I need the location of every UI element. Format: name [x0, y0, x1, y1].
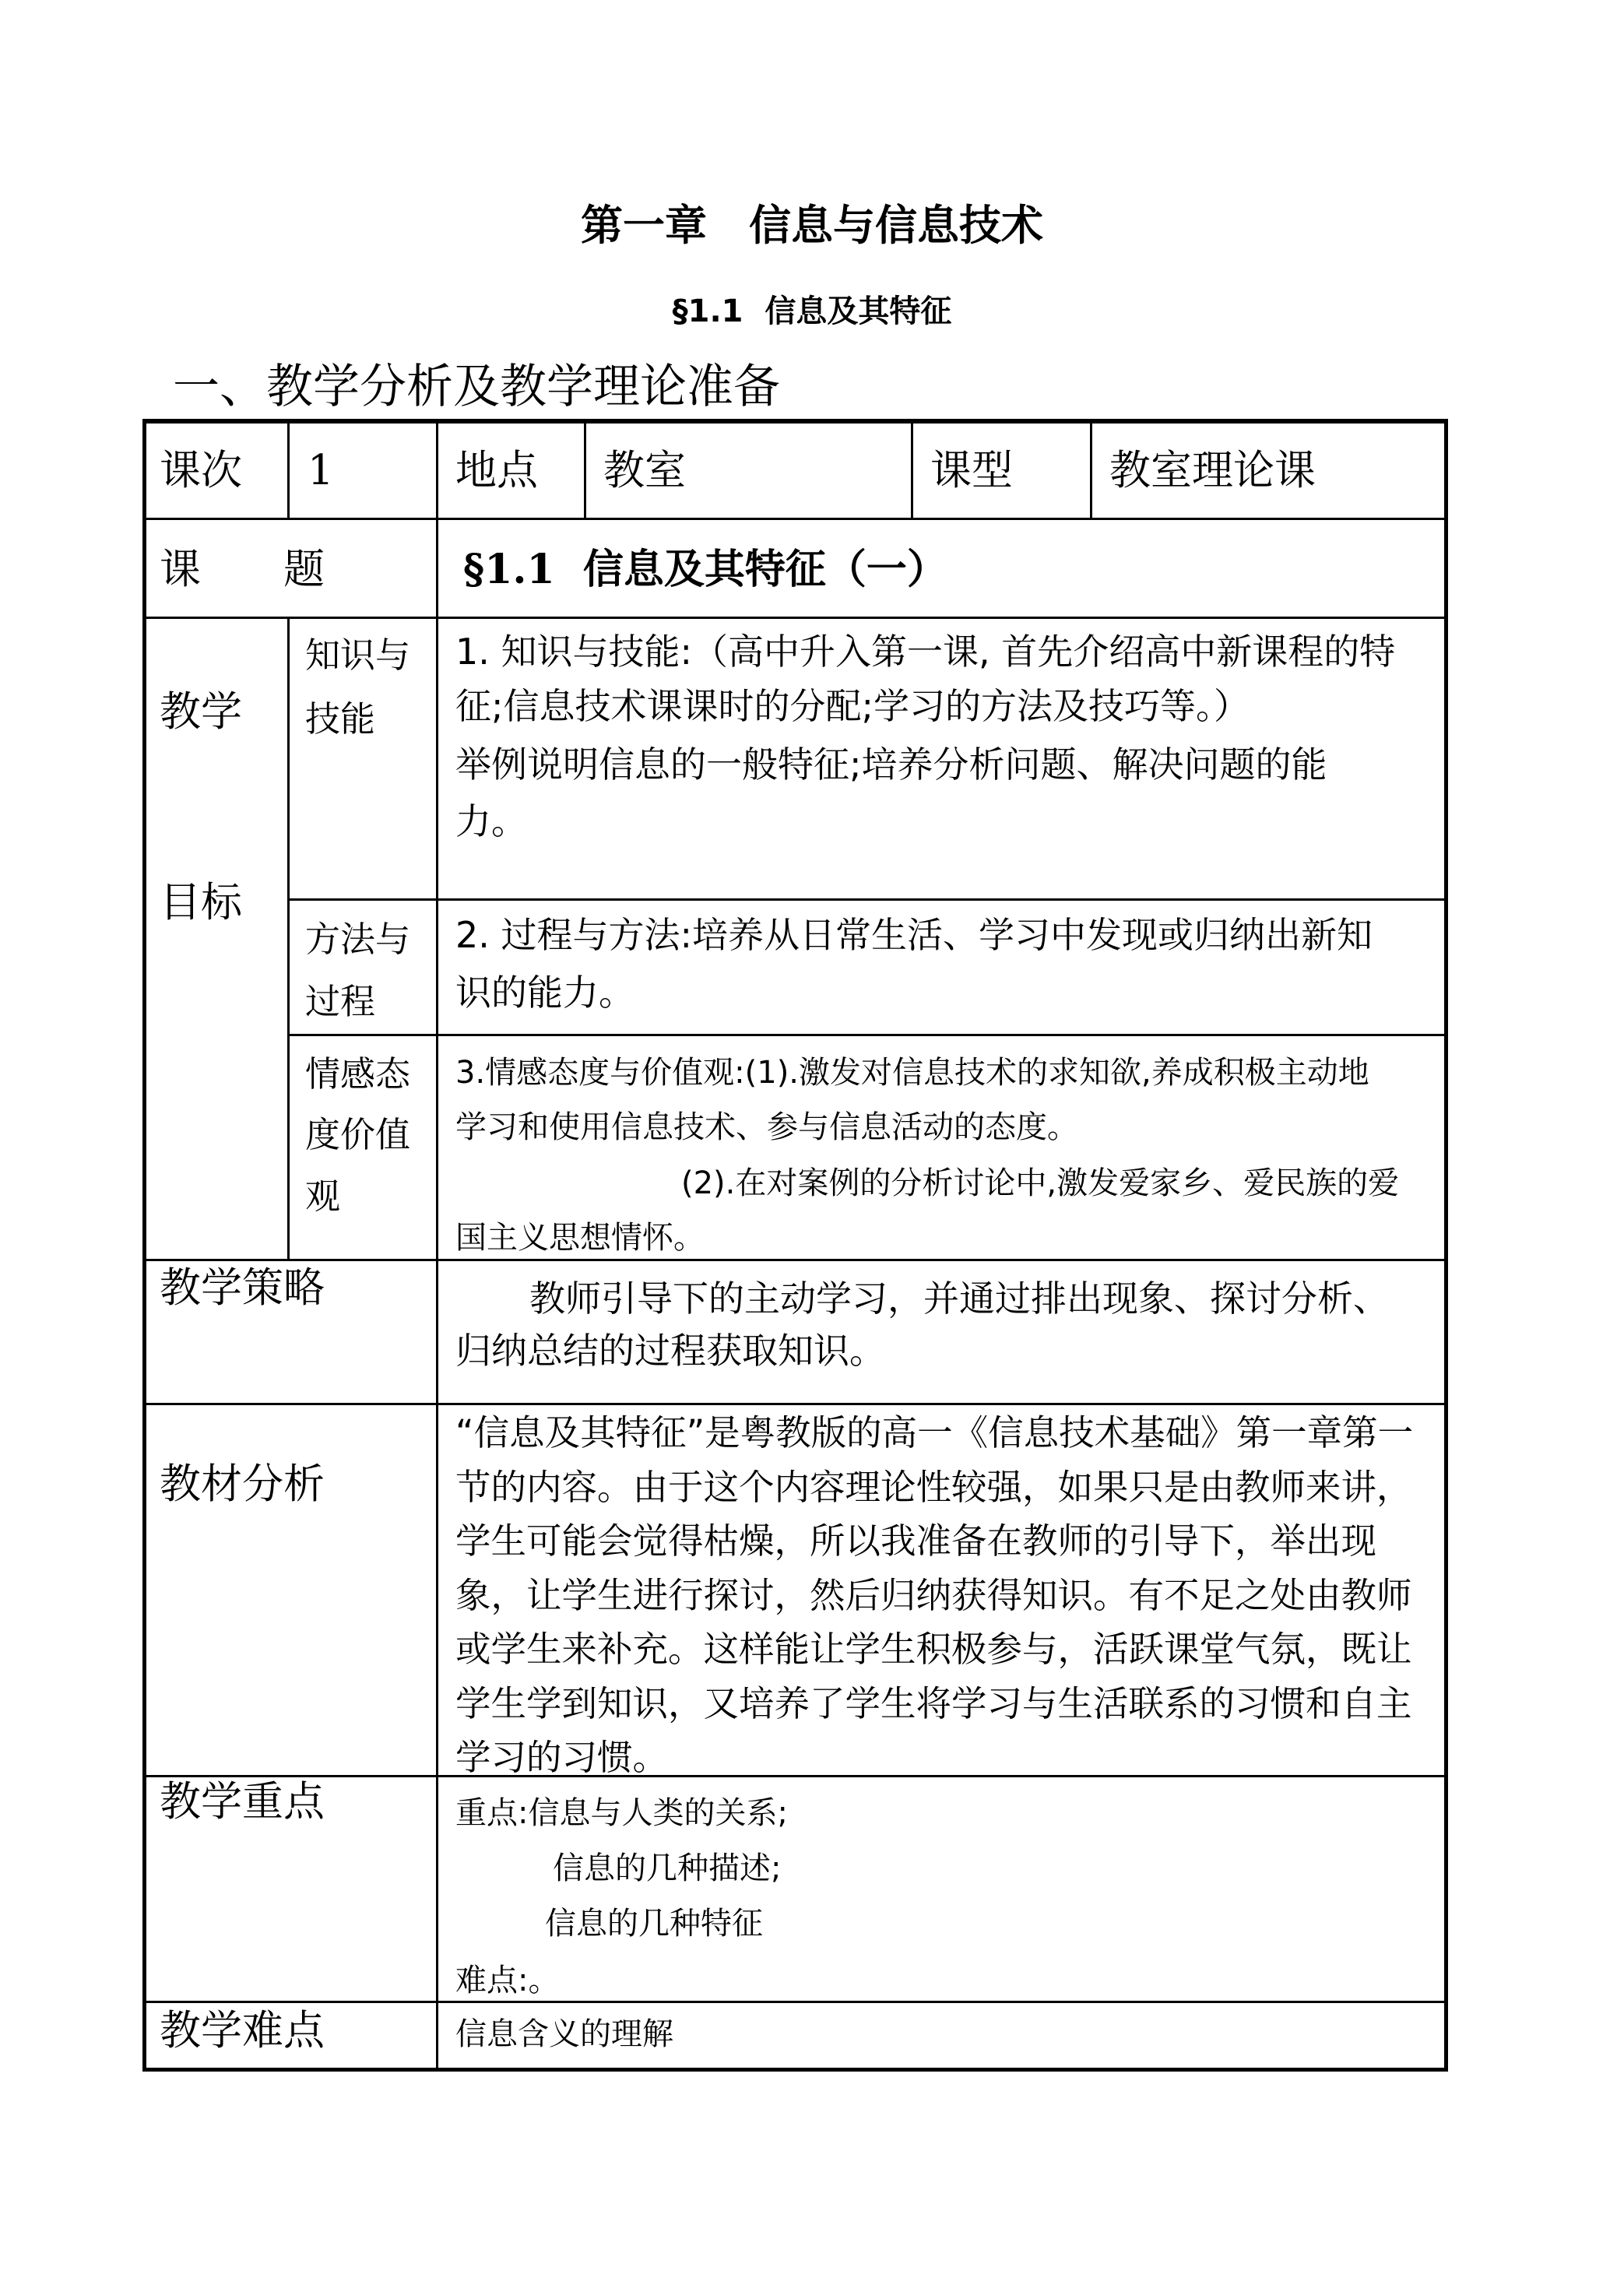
strategy-label: 教学策略: [160, 1264, 325, 1312]
topic-label: 课 题: [160, 546, 325, 593]
knowledge-text-line4: 力。: [455, 800, 527, 842]
method-text-line1: 2. 过程与方法:培养从日常生活、学习中发现或归纳出新知: [455, 914, 1373, 956]
key-points-label: 教学重点: [160, 1778, 325, 1826]
chapter-title: 第一章 信息与信息技术: [581, 201, 1043, 250]
location-value: 教室: [603, 447, 686, 494]
knowledge-text-line3: 举例说明信息的一般特征;培养分析问题、解决问题的能: [455, 743, 1327, 786]
difficulties-value: 信息含义的理解: [455, 2016, 673, 2052]
column-divider: [584, 419, 586, 520]
column-divider: [1090, 419, 1092, 520]
row-divider: [142, 1259, 1448, 1261]
knowledge-label-line1: 知识与: [305, 634, 411, 676]
table-border-left: [142, 419, 146, 2072]
key-points-line2: 信息的几种描述;: [553, 1850, 782, 1886]
section-title: §1.1 信息及其特征: [672, 293, 952, 329]
column-divider: [436, 419, 438, 2072]
row-divider: [142, 2001, 1448, 2003]
topic-value: §1.1 信息及其特征（一）: [463, 546, 947, 593]
emotion-text-line2: 学习和使用信息技术、参与信息活动的态度。: [455, 1109, 1078, 1145]
objectives-label-top: 教学: [160, 688, 242, 736]
table-border-bottom: [142, 2068, 1448, 2072]
strategy-text-line2: 归纳总结的过程获取知识。: [455, 1330, 885, 1372]
emotion-label-line1: 情感态: [305, 1053, 411, 1095]
column-divider: [911, 419, 913, 520]
key-points-line1: 重点:信息与人类的关系;: [455, 1795, 788, 1831]
knowledge-label-line2: 技能: [305, 698, 376, 740]
type-value: 教室理论课: [1109, 447, 1316, 494]
row-divider: [142, 617, 1448, 619]
objectives-label-bottom: 目标: [160, 879, 242, 926]
table-border-right: [1444, 419, 1448, 2072]
emotion-text-line3: (2).在对案例的分析讨论中,激发爱家乡、爱民族的爱: [681, 1165, 1400, 1201]
emotion-label-line3: 观: [305, 1176, 341, 1217]
material-label: 教材分析: [160, 1460, 325, 1508]
part-heading: 一、教学分析及教学理论准备: [173, 360, 780, 414]
lesson-no-label: 课次: [160, 447, 242, 494]
method-label-line1: 方法与: [305, 919, 411, 960]
row-divider: [142, 518, 1448, 520]
emotion-text-line1: 3.情感态度与价值观:(1).激发对信息技术的求知欲,养成积极主动地: [455, 1055, 1369, 1091]
key-points-line3: 信息的几种特征: [545, 1906, 763, 1942]
column-divider: [287, 419, 290, 520]
row-divider: [288, 1034, 1448, 1036]
column-divider: [287, 617, 290, 1261]
method-label-line2: 过程: [305, 981, 376, 1022]
emotion-label-line2: 度价值: [305, 1114, 411, 1155]
key-points-line4: 难点:。: [455, 1963, 560, 1998]
location-label: 地点: [455, 447, 538, 494]
knowledge-text-line1: 1. 知识与技能:（高中升入第一课, 首先介绍高中新课程的特: [455, 631, 1396, 673]
table-border-top: [142, 419, 1448, 424]
lesson-no-value: 1: [308, 447, 334, 494]
emotion-text-line4: 国主义思想情怀。: [455, 1220, 705, 1256]
strategy-text-line1: 教师引导下的主动学习，并通过排出现象、探讨分析、: [529, 1278, 1389, 1320]
method-text-line2: 识的能力。: [455, 972, 634, 1014]
type-label: 课型: [930, 447, 1013, 494]
row-divider: [288, 898, 1448, 901]
knowledge-text-line2: 征;信息技术课课时的分配;学习的方法及技巧等。）: [455, 685, 1250, 727]
material-text: “信息及其特征”是粤教版的高一《信息技术基础》第一章第一节的内容。由于这个内容理论性较强，如果只是由教师来讲，学生可能会觉得枯燥，所以我准备在教师的引导下，举出现象，让学生进行探讨，然后归纳获得知识。有不足之处由教师或学生来补充。这样能让学生积极参与，活跃课堂气氛，既让学生学到知识，又培养了学生将学习与生活联系的习惯和自主学习的习惯。: [455, 1412, 1414, 1778]
difficulties-label: 教学难点: [160, 2007, 325, 2054]
row-divider: [142, 1403, 1448, 1405]
